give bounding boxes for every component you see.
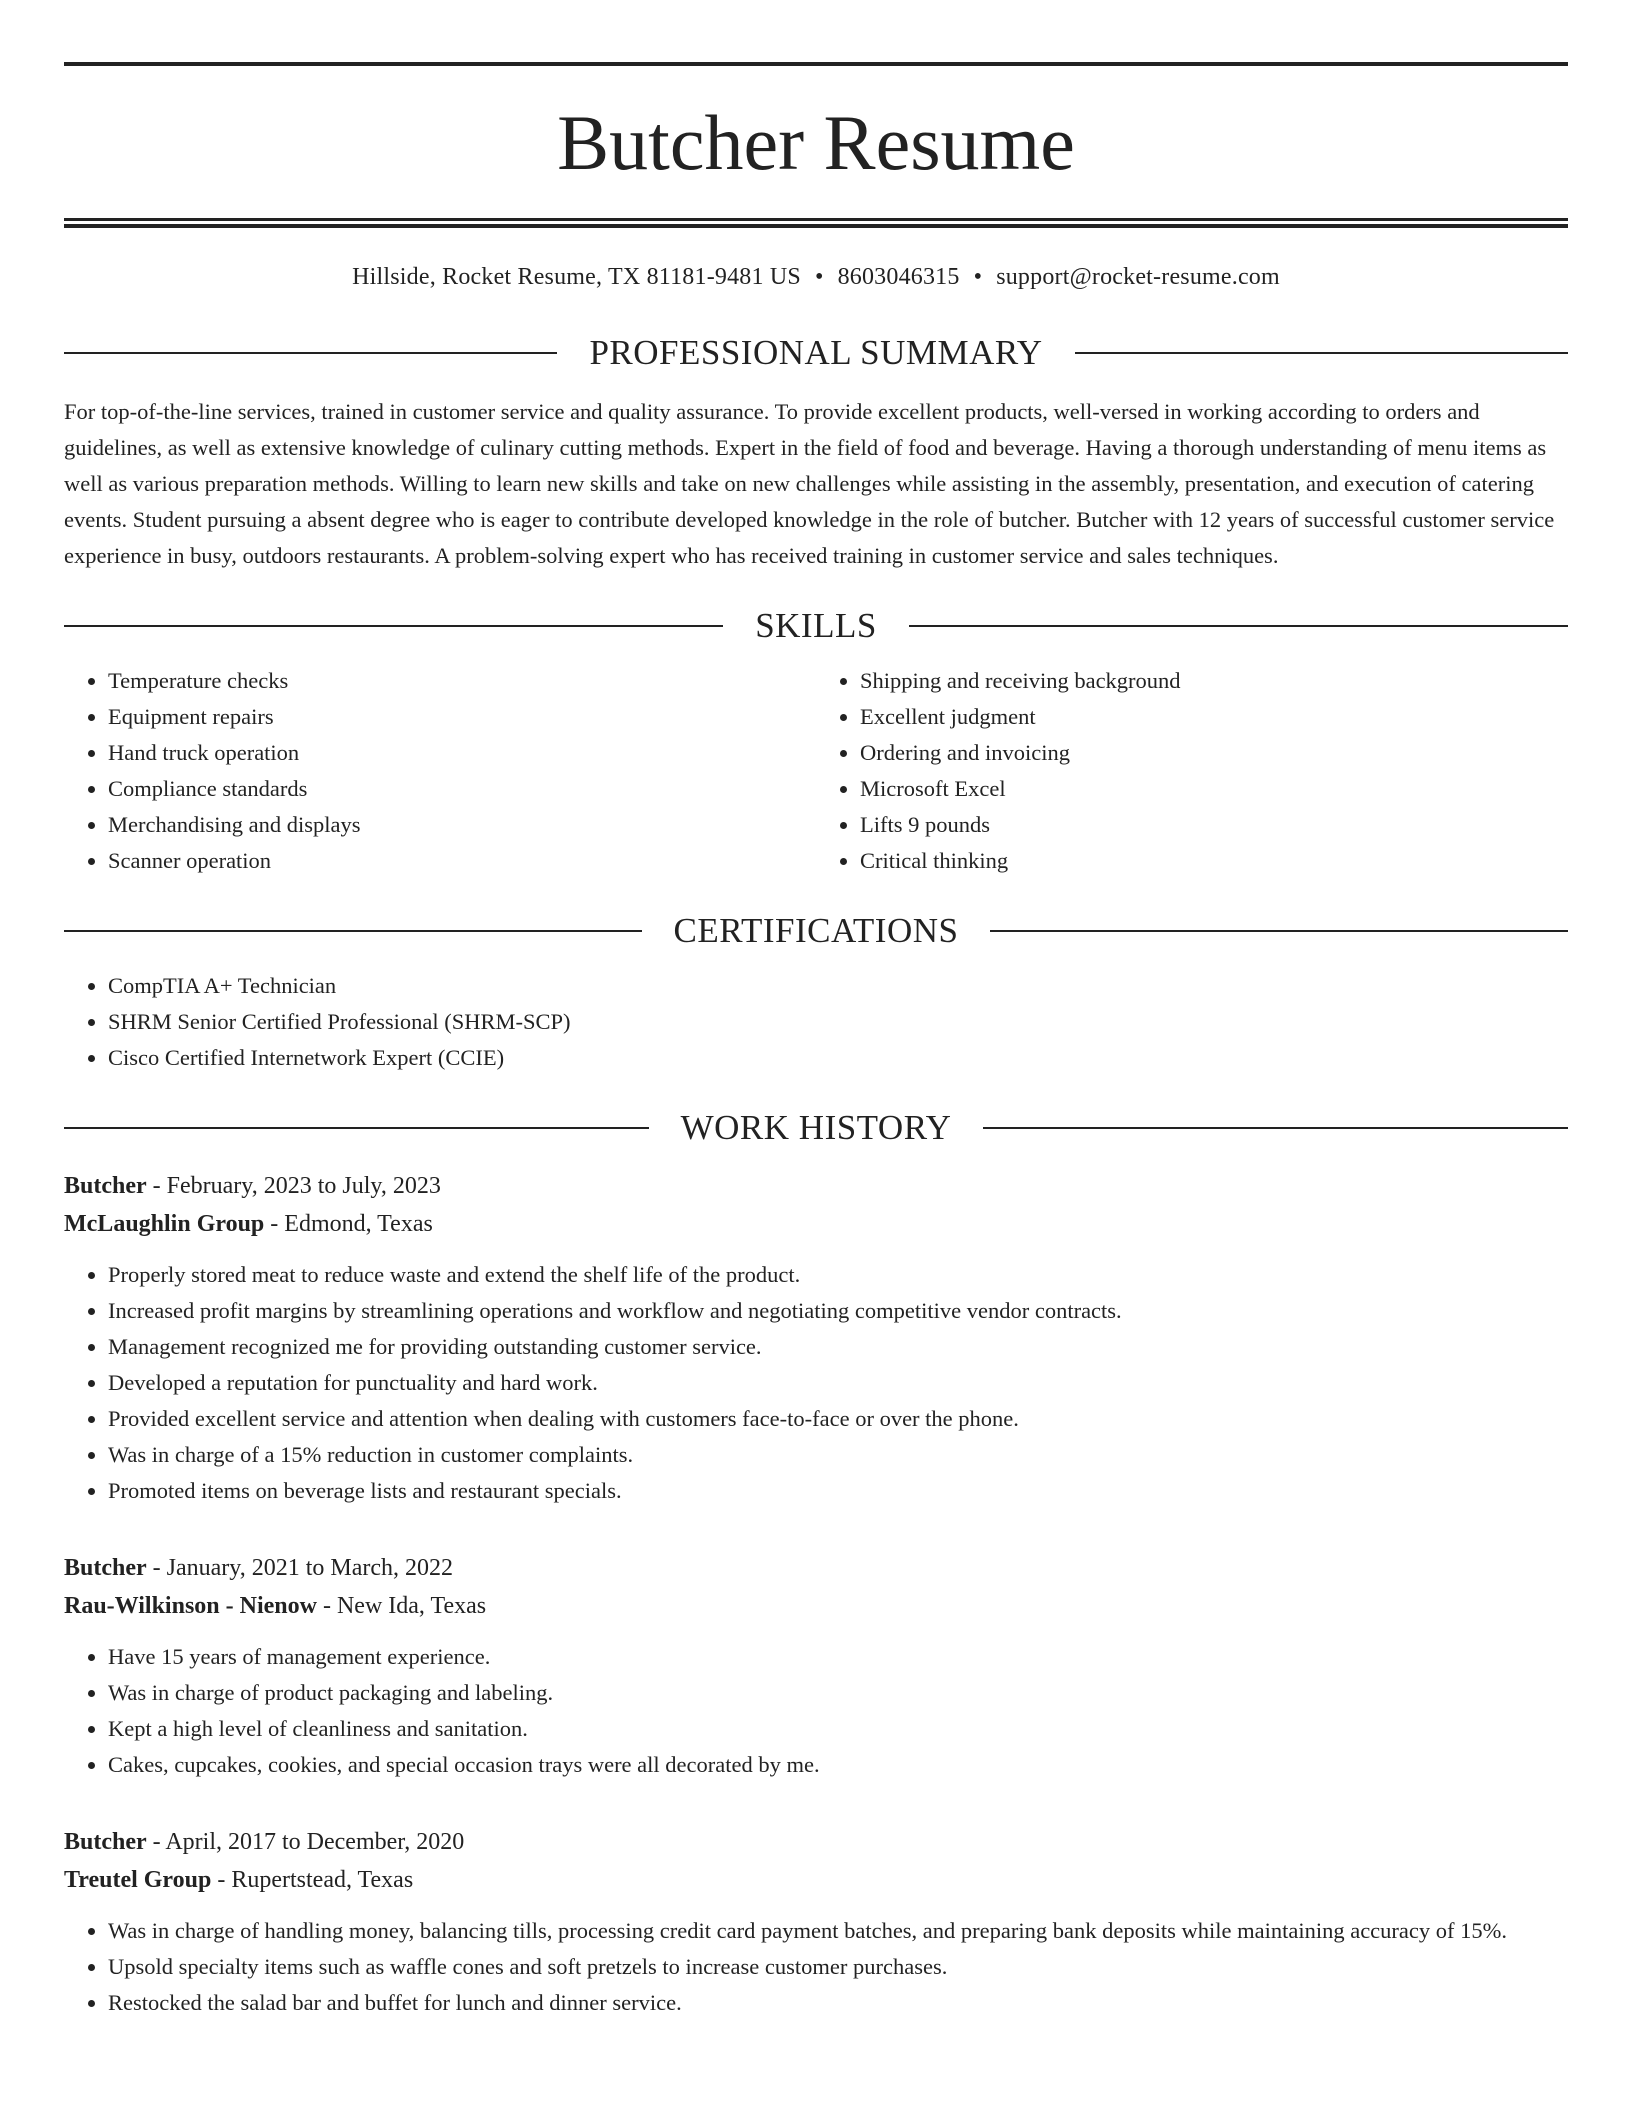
skill-item: • Microsoft Excel — [860, 771, 1568, 807]
job-company-line — [64, 1205, 1568, 1243]
contact-address: Hillside, Rocket Resume, TX 81181-9481 US — [352, 264, 801, 290]
summary-text: For top-of-the-line services, trained in customer service and quality assurance. To provide excellent products, well-versed in working according to orders and guidelines, as well as extensive knowledge of culinary cutting methods. Expert in the field of food and beverage. Having a thorough understanding of menu items as well as various preparation methods. Willing to learn new skills and take on new challenges while assisting in the assembly, presentation, and execution of catering events. Student pursuing a absent degree who is eager to contribute developed knowledge in the role of butcher. Butcher with 12 years of successful customer service experience in busy, outdoors restaurants. A problem-solving expert who has received training in customer service and sales techniques. — [64, 399, 1555, 568]
heading-rule-right — [983, 1127, 1568, 1129]
job-company: Rau-Wilkinson - Nienow — [64, 1593, 317, 1619]
title-double-rule — [64, 218, 1568, 228]
heading-rule-left — [64, 625, 723, 627]
skill-item: • Temperature checks — [108, 663, 816, 699]
skills-heading-row — [64, 608, 1568, 643]
certifications-list — [64, 968, 1568, 1076]
job-dash: - — [264, 1211, 285, 1237]
job-bullets — [64, 1257, 1568, 1509]
skill-item: • Lifts 9 pounds — [860, 807, 1568, 843]
job-bullet: • Increased profit margins by streamlining operations and workflow and negotiating competitive vendor contracts. — [108, 1293, 1568, 1329]
skill-item: • Ordering and invoicing — [860, 735, 1568, 771]
skill-item: • Shipping and receiving background — [860, 663, 1568, 699]
job-bullet: • Cakes, cupcakes, cookies, and special occasion trays were all decorated by me. — [108, 1747, 1568, 1783]
job-location: Edmond, Texas — [284, 1211, 433, 1237]
job-title-line — [64, 1549, 1568, 1587]
job-dash: - — [146, 1555, 167, 1581]
skill-item: • Hand truck operation — [108, 735, 816, 771]
heading-rule-left — [64, 930, 642, 932]
job-title-line — [64, 1167, 1568, 1205]
job-bullet: • Upsold specialty items such as waffle cones and soft pretzels to increase customer purchases. — [108, 1949, 1568, 1985]
skills-list — [64, 663, 1568, 879]
job-dates: April, 2017 to December, 2020 — [165, 1829, 465, 1855]
contact-email: support@rocket-resume.com — [996, 264, 1280, 290]
contact-phone: 8603046315 — [837, 264, 960, 290]
job-bullets — [64, 1913, 1568, 2021]
skills-column-left — [64, 663, 816, 879]
heading-rule-left — [64, 352, 557, 354]
job-bullet: • Provided excellent service and attention when dealing with customers face-to-face or over the phone. — [108, 1401, 1568, 1437]
heading-rule-left — [64, 1127, 649, 1129]
certifications-heading: CERTIFICATIONS — [673, 911, 959, 950]
job-company: Treutel Group — [64, 1867, 212, 1893]
job-bullet: • Restocked the salad bar and buffet for lunch and dinner service. — [108, 1985, 1568, 2021]
job-dates: February, 2023 to July, 2023 — [166, 1173, 441, 1199]
job-bullet: • Developed a reputation for punctuality and hard work. — [108, 1365, 1568, 1401]
contact-separator: • — [973, 264, 983, 290]
certification-item: • CompTIA A+ Technician — [108, 968, 1568, 1004]
resume-title: Butcher Resume — [557, 99, 1075, 186]
job-bullet: • Properly stored meat to reduce waste and extend the shelf life of the product. — [108, 1257, 1568, 1293]
job-dash: - — [146, 1829, 166, 1855]
top-rule — [64, 62, 1568, 66]
skills-column-right — [816, 663, 1568, 879]
skill-item: • Equipment repairs — [108, 699, 816, 735]
job-dates: January, 2021 to March, 2022 — [166, 1555, 454, 1581]
job-bullet: • Was in charge of product packaging and labeling. — [108, 1675, 1568, 1711]
work-history-heading: WORK HISTORY — [680, 1108, 952, 1147]
job-bullet: • Was in charge of a 15% reduction in customer complaints. — [108, 1437, 1568, 1473]
contact-separator: • — [814, 264, 824, 290]
job-title: Butcher — [64, 1829, 147, 1855]
job-bullet: • Management recognized me for providing outstanding customer service. — [108, 1329, 1568, 1365]
job-title: Butcher — [64, 1555, 147, 1581]
contact-line — [64, 264, 1568, 291]
job-entry — [64, 1167, 1568, 1509]
skill-item: • Critical thinking — [860, 843, 1568, 879]
skill-item: • Compliance standards — [108, 771, 816, 807]
skill-item: • Excellent judgment — [860, 699, 1568, 735]
job-dash: - — [146, 1173, 167, 1199]
heading-rule-right — [909, 625, 1568, 627]
job-company-line — [64, 1587, 1568, 1625]
work-history-heading-row — [64, 1110, 1568, 1145]
job-dash: - — [316, 1593, 337, 1619]
skills-heading: SKILLS — [755, 606, 877, 645]
summary-heading: PROFESSIONAL SUMMARY — [589, 333, 1043, 372]
job-company: McLaughlin Group — [64, 1211, 265, 1237]
heading-rule-right — [1075, 352, 1568, 354]
job-dash: - — [211, 1867, 232, 1893]
job-bullet: • Was in charge of handling money, balancing tills, processing credit card payment batches, and preparing bank deposits while maintaining accuracy of 15%. — [108, 1913, 1568, 1949]
skill-item: • Scanner operation — [108, 843, 816, 879]
skill-item: • Merchandising and displays — [108, 807, 816, 843]
job-bullets — [64, 1639, 1568, 1783]
job-bullet: • Kept a high level of cleanliness and sanitation. — [108, 1711, 1568, 1747]
heading-rule-right — [990, 930, 1568, 932]
job-title: Butcher — [64, 1173, 147, 1199]
job-location: New Ida, Texas — [336, 1593, 487, 1619]
job-entry — [64, 1823, 1568, 2021]
job-entry — [64, 1549, 1568, 1783]
summary-heading-row — [64, 335, 1568, 370]
job-bullet: • Promoted items on beverage lists and restaurant specials. — [108, 1473, 1568, 1509]
certification-item: • SHRM Senior Certified Professional (SHRM-SCP) — [108, 1004, 1568, 1040]
certifications-heading-row — [64, 913, 1568, 948]
job-company-line — [64, 1861, 1568, 1899]
job-bullet: • Have 15 years of management experience. — [108, 1639, 1568, 1675]
certification-item: • Cisco Certified Internetwork Expert (CCIE) — [108, 1040, 1568, 1076]
job-title-line — [64, 1823, 1568, 1861]
job-location: Rupertstead, Texas — [231, 1867, 414, 1893]
